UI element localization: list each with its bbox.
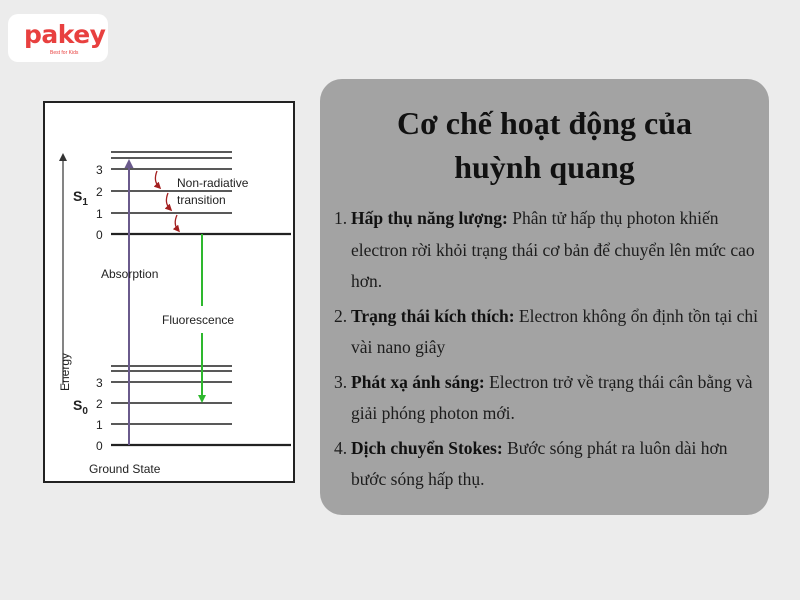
energy-label: Energy <box>58 352 72 391</box>
s1-level-labels <box>96 163 103 242</box>
step-item-emission <box>334 367 762 430</box>
step-number: 4. <box>334 437 348 458</box>
info-card <box>320 79 769 515</box>
step-text: Phân tử hấp thụ photon khiến electron rời khỏi trạng thái cơ bản để chuyển lên mức cao hơn. <box>351 208 755 291</box>
step-text: Electron không ổn định tồn tại chỉ vài nano giây <box>351 305 759 357</box>
mechanism-steps-list <box>334 203 762 496</box>
step-term: Dịch chuyển Stokes: <box>351 437 503 458</box>
logo-tagline: Best for Kids <box>50 50 79 56</box>
logo[interactable] <box>8 14 108 62</box>
step-text: Bước sóng phát ra luôn dài hơn bước sóng hấp thụ. <box>351 437 728 489</box>
step-term: Hấp thụ năng lượng: <box>351 208 508 228</box>
step-item-excited-state <box>334 301 762 364</box>
s0-level-1: 1 <box>96 418 103 432</box>
step-item-absorption <box>334 203 762 298</box>
info-title-line-2: huỳnh quang <box>454 149 635 185</box>
s0-level-3: 3 <box>96 376 103 390</box>
logo-wordmark: pakey <box>24 20 106 49</box>
s0-state-label: $S_0$ <box>73 397 88 417</box>
step-term: Phát xạ ánh sáng: <box>351 371 485 392</box>
info-title-line-1: Cơ chế hoạt động của <box>396 105 693 141</box>
s1-level-2: 2 <box>96 185 103 199</box>
fluorescence-label: Fluorescence <box>162 313 235 327</box>
s1-level-1: 1 <box>96 207 103 221</box>
nonradiative-label: Non-radiative transition <box>177 176 249 207</box>
s0-level-2: 2 <box>96 397 103 411</box>
absorption-label: Absorption <box>101 267 159 281</box>
energy-axis <box>58 157 72 391</box>
s1-level-0: 0 <box>96 228 103 242</box>
step-term: Trạng thái kích thích: <box>351 305 515 326</box>
step-number: 3. <box>334 371 348 392</box>
step-text: Electron trở về trạng thái cân bằng và giải phóng photon mới. <box>351 371 753 423</box>
step-item-stokes-shift <box>334 433 762 496</box>
s0-level-0: 0 <box>96 439 103 453</box>
ground-state-label: Ground State <box>89 462 161 476</box>
s0-level-labels <box>96 376 103 453</box>
info-title <box>320 101 769 189</box>
s1-state-label: $S_1$ <box>73 188 88 208</box>
step-number: 2. <box>334 305 348 326</box>
s1-level-3: 3 <box>96 163 103 177</box>
jablonski-diagram <box>43 101 295 483</box>
nonradiative-arrows <box>155 171 178 230</box>
step-number: 1. <box>334 208 348 228</box>
